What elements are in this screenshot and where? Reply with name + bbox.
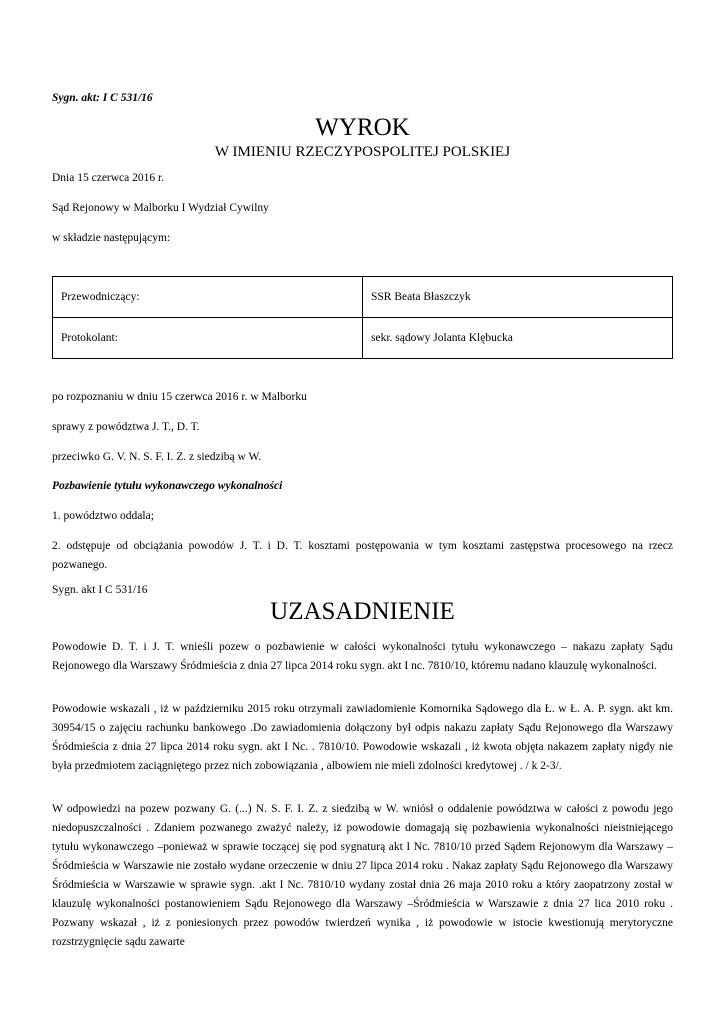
composition-intro: w składzie następującym: — [52, 232, 171, 244]
ruling-item: 2. odstępuje od obciążania powodów J. T. i D. T. kosztami postępowania w tym kosztami zastępstwa procesowego na rzecz pozwanego. — [52, 540, 673, 571]
judgment-date: Dnia 15 czerwca 2016 r. — [52, 172, 165, 184]
composition-role: Protokolant: — [53, 318, 363, 359]
justification-title: UZASADNIENIE — [270, 598, 455, 625]
case-subject: Pozbawienie tytułu wykonawczego wykonalności — [52, 480, 283, 492]
court-name: Sąd Rejonowy w Malborku I Wydział Cywilny — [52, 202, 269, 214]
justification-case-reference: Sygn. akt I C 531/16 — [52, 584, 148, 596]
justification-paragraph: W odpowiedzi na pozew pozwany G. (...) N. S. F. I. Z. z siedzibą w W. wniósł o oddalenie powództwa w całości z powodu jego niedopuszczalności . Zdaniem pozwanego zważyć należy, iż powodowie domagają się pozbawienia wykonalności nieistniejącego tytułu wykonawczego –ponieważ w sprawie toczącej się pod sygnaturą akt I Nc. 7810/10 przed Sądem Rejonowym dla Warszawy –Śródmieścia w Warszawie nie zostało wydane orzeczenie w dniu 27 lipca 2014 roku . Nakaz zapłaty Sądu Rejonowego dla Warszawy Śródmieścia w Warszawie w sprawie sygn. .akt I Nc. 7810/10 wydany został dnia 26 maja 2010 roku a który zaopatrzony został w klauzulę wykonalności postanowieniem Sądu Rejonowego dla Warszawy –Śródmieścia w Warszawie z dnia 27 lica 2010 roku . Pozwany wskazał , iż z poniesionych przez powodów twierdzeń wynika , iż powodowie w istocie kwestionują merytoryczne rozstrzygnięcie sądu zawarte — [52, 803, 673, 948]
justification-paragraph: Powodowie wskazali , iż w październiku 2015 roku otrzymali zawiadomienie Komornika Sądowego dla Ł. w Ł. A. P. sygn. akt km. 30954/15 o zajęciu rachunku bankowego .Do zawiadomienia dołączony był odpis nakazu zapłaty Sądu Rejonowego dla Warszawy Śródmieścia z dnia 27 lipca 2014 roku sygn. akt I Nc. . 7810/10. Powodowie wskazali , iż kwota objęta nakazem zapłaty nigdy nie była przedmiotem zaciągniętego przez nich zobowiązania , albowiem nie mieli zdolności kredytowej . / k 2-3/. — [52, 703, 673, 772]
ruling-item: 1. powództwo oddala; — [52, 510, 154, 522]
composition-person: sekr. sądowy Jolanta Klębucka — [363, 318, 673, 359]
composition-person: SSR Beata Błaszczyk — [363, 277, 673, 318]
table-row — [53, 277, 673, 318]
court-composition-table — [52, 276, 673, 359]
composition-role: Przewodniczący: — [53, 277, 363, 318]
judgment-title: WYROK — [315, 114, 410, 141]
case-reference: Sygn. akt: I C 531/16 — [52, 92, 153, 104]
table-row — [53, 318, 673, 359]
defendant-line: przeciwko G. V. N. S. F. I. Z. z siedzibą w W. — [52, 451, 262, 463]
hearing-line: po rozpoznaniu w dniu 15 czerwca 2016 r. w Malborku — [52, 391, 307, 403]
plaintiffs-line: sprawy z powództwa J. T., D. T. — [52, 421, 200, 433]
justification-paragraph: Powodowie D. T. i J. T. wnieśli pozew o pozbawienie w całości wykonalności tytułu wykonawczego – nakazu zapłaty Sądu Rejonowego dla Warszawy Śródmieścia z dnia 27 lipca 2014 roku sygn. akt I nc. 7810/10, któremu nadano klauzulę wykonalności. — [52, 641, 673, 672]
judgment-subtitle: W IMIENIU RZECZYPOSPOLITEJ POLSKIEJ — [214, 144, 511, 160]
